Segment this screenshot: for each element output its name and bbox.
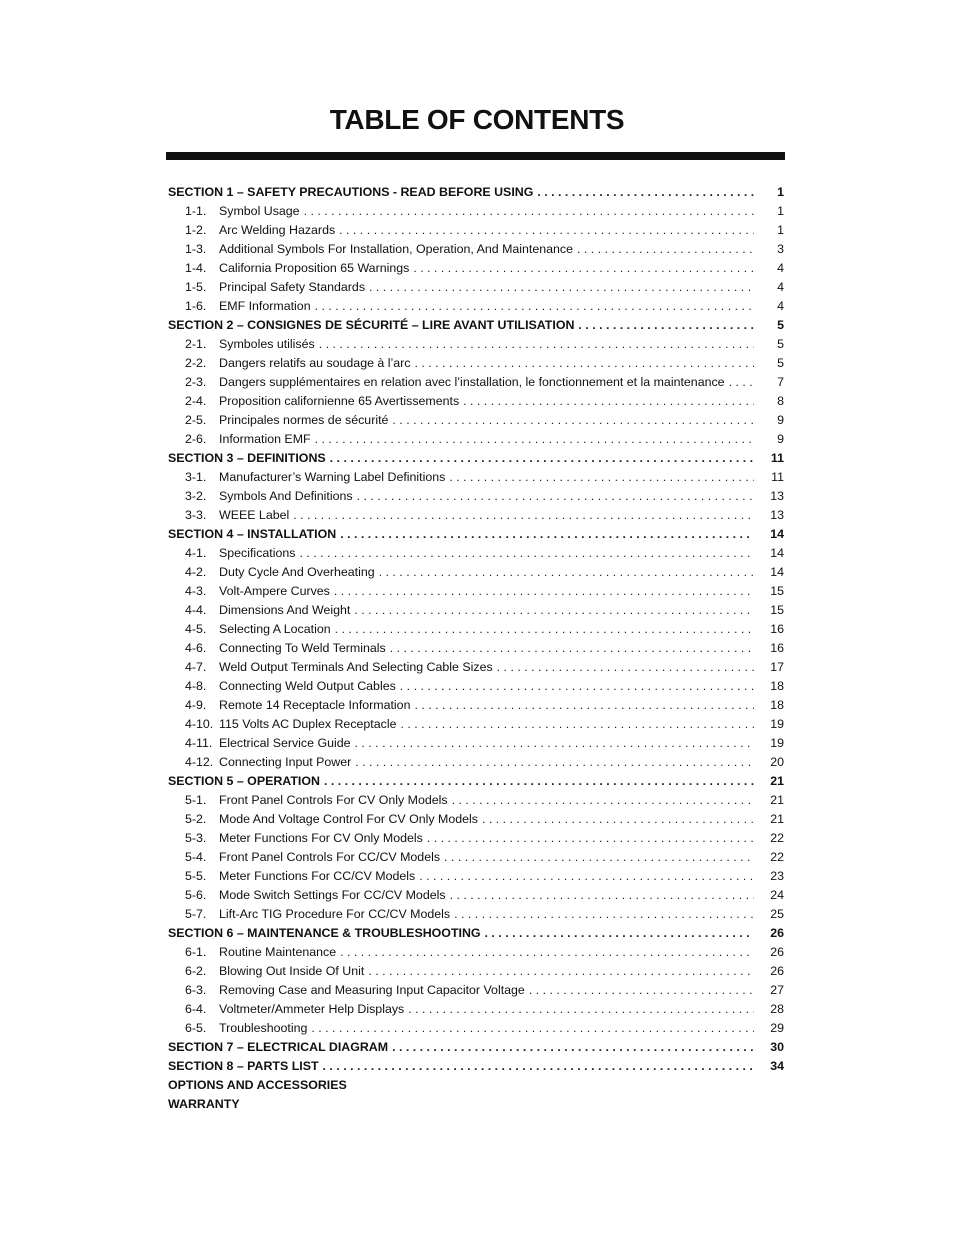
toc-page-number: 1 xyxy=(777,204,784,218)
toc-page-number: 30 xyxy=(770,1040,784,1054)
toc-appendix-row[interactable] xyxy=(168,1095,784,1114)
toc-subsection-row[interactable] xyxy=(168,487,784,506)
toc-subsection-row[interactable] xyxy=(168,335,784,354)
toc-subsection-row[interactable] xyxy=(168,240,784,259)
toc-subsection-row[interactable] xyxy=(168,658,784,677)
toc-dot-leader xyxy=(454,905,754,924)
toc-subsection-row[interactable] xyxy=(168,506,784,525)
toc-subsection-row[interactable] xyxy=(168,354,784,373)
toc-subsection-number: 5-6. xyxy=(185,888,207,902)
toc-dot-leader xyxy=(577,240,754,259)
table-of-contents xyxy=(168,183,784,1114)
toc-page-number: 17 xyxy=(770,660,784,674)
toc-dot-leader xyxy=(452,791,754,810)
toc-subsection-number: 1-1. xyxy=(185,204,207,218)
toc-page-number: 22 xyxy=(770,831,784,845)
toc-page-number: 9 xyxy=(777,413,784,427)
toc-subsection-row[interactable] xyxy=(168,544,784,563)
toc-subsection-row[interactable] xyxy=(168,1000,784,1019)
toc-page-number: 21 xyxy=(770,793,784,807)
toc-entry-label: SECTION 6 – MAINTENANCE & TROUBLESHOOTING xyxy=(168,926,481,940)
toc-dot-leader xyxy=(357,487,754,506)
toc-page-number: 16 xyxy=(770,622,784,636)
toc-subsection-number: 5-1. xyxy=(185,793,207,807)
toc-section-row[interactable] xyxy=(168,924,784,943)
toc-subsection-row[interactable] xyxy=(168,753,784,772)
toc-entry-label: Front Panel Controls For CV Only Models xyxy=(219,793,448,807)
toc-dot-leader xyxy=(379,563,754,582)
toc-entry-label: SECTION 2 – CONSIGNES DE SÉCURITÉ – LIRE AVANT UTILISATION xyxy=(168,318,575,332)
toc-entry-label: Volt-Ampere Curves xyxy=(219,584,330,598)
toc-subsection-number: 4-10. xyxy=(185,717,214,731)
toc-subsection-number: 4-11. xyxy=(185,736,213,750)
toc-page-number: 19 xyxy=(770,736,784,750)
toc-subsection-number: 3-3. xyxy=(185,508,207,522)
toc-dot-leader xyxy=(419,867,754,886)
toc-subsection-row[interactable] xyxy=(168,373,784,392)
toc-entry-label: Symbol Usage xyxy=(219,204,300,218)
toc-section-row[interactable] xyxy=(168,525,784,544)
toc-page-number: 1 xyxy=(777,185,784,199)
toc-entry-label: Connecting Weld Output Cables xyxy=(219,679,396,693)
toc-entry-label: SECTION 5 – OPERATION xyxy=(168,774,320,788)
toc-subsection-number: 1-2. xyxy=(185,223,207,237)
toc-subsection-row[interactable] xyxy=(168,791,784,810)
toc-page-number: 14 xyxy=(770,527,784,541)
toc-page-number: 5 xyxy=(777,318,784,332)
toc-page-number: 34 xyxy=(770,1059,784,1073)
toc-dot-leader xyxy=(315,430,754,449)
toc-subsection-row[interactable] xyxy=(168,202,784,221)
toc-entry-label: Duty Cycle And Overheating xyxy=(219,565,375,579)
toc-entry-label: California Proposition 65 Warnings xyxy=(219,261,410,275)
toc-page-number: 18 xyxy=(770,698,784,712)
toc-entry-label: Connecting To Weld Terminals xyxy=(219,641,386,655)
toc-dot-leader xyxy=(293,506,754,525)
toc-entry-label: Symboles utilisés xyxy=(219,337,315,351)
toc-subsection-row[interactable] xyxy=(168,297,784,316)
toc-entry-label: SECTION 3 – DEFINITIONS xyxy=(168,451,326,465)
toc-subsection-row[interactable] xyxy=(168,734,784,753)
toc-entry-label: EMF Information xyxy=(219,299,311,313)
toc-subsection-row[interactable] xyxy=(168,886,784,905)
toc-dot-leader xyxy=(330,449,754,468)
toc-entry-label: Meter Functions For CC/CV Models xyxy=(219,869,416,883)
toc-dot-leader xyxy=(485,924,754,943)
toc-dot-leader xyxy=(392,1038,754,1057)
toc-subsection-row[interactable] xyxy=(168,867,784,886)
toc-subsection-row[interactable] xyxy=(168,392,784,411)
toc-entry-label: Troubleshooting xyxy=(219,1021,308,1035)
toc-subsection-row[interactable] xyxy=(168,943,784,962)
toc-entry-label: Remote 14 Receptacle Information xyxy=(219,698,411,712)
toc-entry-label: SECTION 4 – INSTALLATION xyxy=(168,527,337,541)
toc-page-number: 13 xyxy=(770,508,784,522)
toc-dot-leader xyxy=(537,183,754,202)
toc-subsection-number: 1-3. xyxy=(185,242,207,256)
toc-subsection-number: 3-2. xyxy=(185,489,207,503)
toc-subsection-number: 5-2. xyxy=(185,812,207,826)
toc-dot-leader xyxy=(324,772,754,791)
toc-page-number: 27 xyxy=(770,983,784,997)
toc-entry-label: Routine Maintenance xyxy=(219,945,337,959)
toc-entry-label: Principales normes de sécurité xyxy=(219,413,389,427)
toc-page-number: 28 xyxy=(770,1002,784,1016)
toc-subsection-row[interactable] xyxy=(168,810,784,829)
toc-subsection-row[interactable] xyxy=(168,962,784,981)
toc-subsection-row[interactable] xyxy=(168,715,784,734)
toc-page-number: 5 xyxy=(777,337,784,351)
toc-entry-label: Principal Safety Standards xyxy=(219,280,366,294)
toc-subsection-row[interactable] xyxy=(168,696,784,715)
toc-section-row[interactable] xyxy=(168,183,784,202)
toc-dot-leader xyxy=(400,677,754,696)
toc-page-number: 26 xyxy=(770,945,784,959)
toc-entry-label: Proposition californienne 65 Avertissements xyxy=(219,394,460,408)
toc-subsection-row[interactable] xyxy=(168,582,784,601)
toc-entry-label: 115 Volts AC Duplex Receptacle xyxy=(219,717,397,731)
toc-page-number: 13 xyxy=(770,489,784,503)
toc-page-number: 15 xyxy=(770,584,784,598)
toc-subsection-row[interactable] xyxy=(168,677,784,696)
toc-page-number: 25 xyxy=(770,907,784,921)
toc-dot-leader xyxy=(444,848,754,867)
toc-dot-leader xyxy=(450,886,754,905)
toc-subsection-row[interactable] xyxy=(168,563,784,582)
toc-dot-leader xyxy=(400,715,754,734)
toc-page-number: 14 xyxy=(770,565,784,579)
toc-subsection-number: 4-7. xyxy=(185,660,207,674)
toc-entry-label: SECTION 1 – SAFETY PRECAUTIONS - READ BEFORE USING xyxy=(168,185,534,199)
toc-dot-leader xyxy=(315,297,754,316)
toc-page-number: 18 xyxy=(770,679,784,693)
toc-entry-label: Dimensions And Weight xyxy=(219,603,351,617)
toc-page-number: 14 xyxy=(770,546,784,560)
toc-subsection-number: 5-4. xyxy=(185,850,207,864)
toc-page-number: 3 xyxy=(777,242,784,256)
toc-subsection-number: 2-6. xyxy=(185,432,207,446)
toc-entry-label: Additional Symbols For Installation, Operation, And Maintenance xyxy=(219,242,574,256)
toc-subsection-number: 4-5. xyxy=(185,622,207,636)
toc-subsection-number: 2-1. xyxy=(185,337,207,351)
toc-section-row[interactable] xyxy=(168,772,784,791)
toc-dot-leader xyxy=(355,753,754,772)
toc-subsection-number: 4-12. xyxy=(185,755,214,769)
toc-dot-leader xyxy=(408,1000,754,1019)
toc-page-number: 26 xyxy=(770,964,784,978)
toc-page-number: 21 xyxy=(770,774,784,788)
toc-section-row[interactable] xyxy=(168,1038,784,1057)
toc-page-number: 24 xyxy=(770,888,784,902)
toc-subsection-number: 4-2. xyxy=(185,565,207,579)
toc-entry-label: WARRANTY xyxy=(168,1097,240,1111)
toc-subsection-row[interactable] xyxy=(168,981,784,1000)
toc-dot-leader xyxy=(413,259,754,278)
toc-subsection-row[interactable] xyxy=(168,430,784,449)
toc-entry-label: Mode And Voltage Control For CV Only Models xyxy=(219,812,478,826)
toc-entry-label: Symbols And Definitions xyxy=(219,489,353,503)
toc-entry-label: Manufacturer’s Warning Label Definitions xyxy=(219,470,446,484)
toc-subsection-number: 5-3. xyxy=(185,831,207,845)
toc-entry-label: Lift-Arc TIG Procedure For CC/CV Models xyxy=(219,907,451,921)
toc-page-number: 23 xyxy=(770,869,784,883)
toc-entry-label: SECTION 7 – ELECTRICAL DIAGRAM xyxy=(168,1040,389,1054)
toc-dot-leader xyxy=(340,525,754,544)
toc-entry-label: Blowing Out Inside Of Unit xyxy=(219,964,365,978)
toc-subsection-row[interactable] xyxy=(168,411,784,430)
toc-subsection-row[interactable] xyxy=(168,829,784,848)
toc-page-number: 21 xyxy=(770,812,784,826)
toc-section-row[interactable] xyxy=(168,1057,784,1076)
toc-page-number: 4 xyxy=(777,261,784,275)
toc-section-row[interactable] xyxy=(168,316,784,335)
toc-entry-label: Information EMF xyxy=(219,432,311,446)
toc-entry-label: Meter Functions For CV Only Models xyxy=(219,831,423,845)
toc-dot-leader xyxy=(340,943,754,962)
toc-dot-leader xyxy=(427,829,754,848)
toc-entry-label: WEEE Label xyxy=(219,508,290,522)
toc-subsection-row[interactable] xyxy=(168,468,784,487)
toc-subsection-number: 6-3. xyxy=(185,983,207,997)
toc-dot-leader xyxy=(323,1057,754,1076)
toc-subsection-number: 2-2. xyxy=(185,356,207,370)
toc-entry-label: SECTION 8 – PARTS LIST xyxy=(168,1059,319,1073)
toc-dot-leader xyxy=(729,373,754,392)
toc-dot-leader xyxy=(299,544,754,563)
toc-subsection-row[interactable] xyxy=(168,259,784,278)
toc-subsection-number: 6-5. xyxy=(185,1021,207,1035)
toc-entry-label: Voltmeter/Ammeter Help Displays xyxy=(219,1002,405,1016)
toc-page-number: 16 xyxy=(770,641,784,655)
toc-page-number: 4 xyxy=(777,280,784,294)
toc-dot-leader xyxy=(414,354,754,373)
toc-entry-label: Removing Case and Measuring Input Capacitor Voltage xyxy=(219,983,525,997)
toc-entry-label: Dangers relatifs au soudage à l’arc xyxy=(219,356,411,370)
toc-dot-leader xyxy=(578,316,754,335)
toc-entry-label: Electrical Service Guide xyxy=(219,736,351,750)
toc-subsection-number: 4-1. xyxy=(185,546,207,560)
toc-entry-label: Weld Output Terminals And Selecting Cable Sizes xyxy=(219,660,493,674)
toc-entry-label: Dangers supplémentaires en relation avec l’installation, le fonctionnement et la maintenance xyxy=(219,375,725,389)
toc-entry-label: Connecting Input Power xyxy=(219,755,352,769)
toc-appendix-row[interactable] xyxy=(168,1076,784,1095)
toc-subsection-row[interactable] xyxy=(168,601,784,620)
toc-dot-leader xyxy=(334,582,754,601)
toc-page-number: 15 xyxy=(770,603,784,617)
toc-dot-leader xyxy=(354,601,754,620)
toc-subsection-number: 6-1. xyxy=(185,945,207,959)
toc-subsection-row[interactable] xyxy=(168,221,784,240)
toc-dot-leader xyxy=(449,468,754,487)
toc-entry-label: Arc Welding Hazards xyxy=(219,223,336,237)
toc-subsection-row[interactable] xyxy=(168,905,784,924)
toc-dot-leader xyxy=(463,392,754,411)
toc-dot-leader xyxy=(339,221,754,240)
toc-dot-leader xyxy=(369,278,754,297)
toc-dot-leader xyxy=(304,202,754,221)
toc-page-number: 22 xyxy=(770,850,784,864)
toc-subsection-number: 6-2. xyxy=(185,964,207,978)
toc-subsection-number: 4-3. xyxy=(185,584,207,598)
toc-subsection-number: 5-7. xyxy=(185,907,207,921)
toc-subsection-row[interactable] xyxy=(168,848,784,867)
toc-subsection-number: 1-4. xyxy=(185,261,207,275)
toc-page-number: 4 xyxy=(777,299,784,313)
toc-page-number: 11 xyxy=(771,470,784,484)
toc-dot-leader xyxy=(335,620,754,639)
toc-section-row[interactable] xyxy=(168,449,784,468)
toc-page-number: 5 xyxy=(777,356,784,370)
toc-page-number: 8 xyxy=(777,394,784,408)
toc-subsection-number: 6-4. xyxy=(185,1002,207,1016)
toc-subsection-row[interactable] xyxy=(168,1019,784,1038)
toc-subsection-number: 2-5. xyxy=(185,413,207,427)
toc-entry-label: Mode Switch Settings For CC/CV Models xyxy=(219,888,446,902)
toc-dot-leader xyxy=(355,734,754,753)
toc-page-number: 19 xyxy=(770,717,784,731)
toc-page-number: 11 xyxy=(770,451,784,465)
toc-subsection-number: 5-5. xyxy=(185,869,207,883)
toc-dot-leader xyxy=(392,411,754,430)
toc-dot-leader xyxy=(497,658,754,677)
title-divider xyxy=(166,152,785,160)
toc-subsection-number: 3-1. xyxy=(185,470,207,484)
toc-subsection-number: 4-9. xyxy=(185,698,207,712)
toc-page-number: 20 xyxy=(770,755,784,769)
toc-dot-leader xyxy=(390,639,754,658)
toc-subsection-number: 1-5. xyxy=(185,280,207,294)
toc-subsection-row[interactable] xyxy=(168,620,784,639)
toc-entry-label: OPTIONS AND ACCESSORIES xyxy=(168,1078,347,1092)
toc-page-number: 7 xyxy=(777,375,784,389)
toc-subsection-number: 2-3. xyxy=(185,375,207,389)
toc-entry-label: Specifications xyxy=(219,546,296,560)
page-title: TABLE OF CONTENTS xyxy=(329,104,625,135)
toc-page-number: 1 xyxy=(777,223,784,237)
toc-entry-label: Selecting A Location xyxy=(219,622,331,636)
toc-subsection-row[interactable] xyxy=(168,639,784,658)
toc-page-number: 9 xyxy=(777,432,784,446)
toc-dot-leader xyxy=(311,1019,754,1038)
toc-page-number: 29 xyxy=(770,1021,784,1035)
toc-subsection-number: 4-4. xyxy=(185,603,207,617)
toc-subsection-number: 1-6. xyxy=(185,299,207,313)
toc-page-number: 26 xyxy=(770,926,784,940)
toc-dot-leader xyxy=(319,335,754,354)
toc-dot-leader xyxy=(482,810,754,829)
toc-subsection-number: 4-6. xyxy=(185,641,207,655)
toc-entry-label: Front Panel Controls For CC/CV Models xyxy=(219,850,441,864)
toc-subsection-number: 4-8. xyxy=(185,679,207,693)
toc-subsection-row[interactable] xyxy=(168,278,784,297)
toc-dot-leader xyxy=(368,962,754,981)
toc-dot-leader xyxy=(414,696,754,715)
toc-subsection-number: 2-4. xyxy=(185,394,207,408)
toc-dot-leader xyxy=(529,981,754,1000)
